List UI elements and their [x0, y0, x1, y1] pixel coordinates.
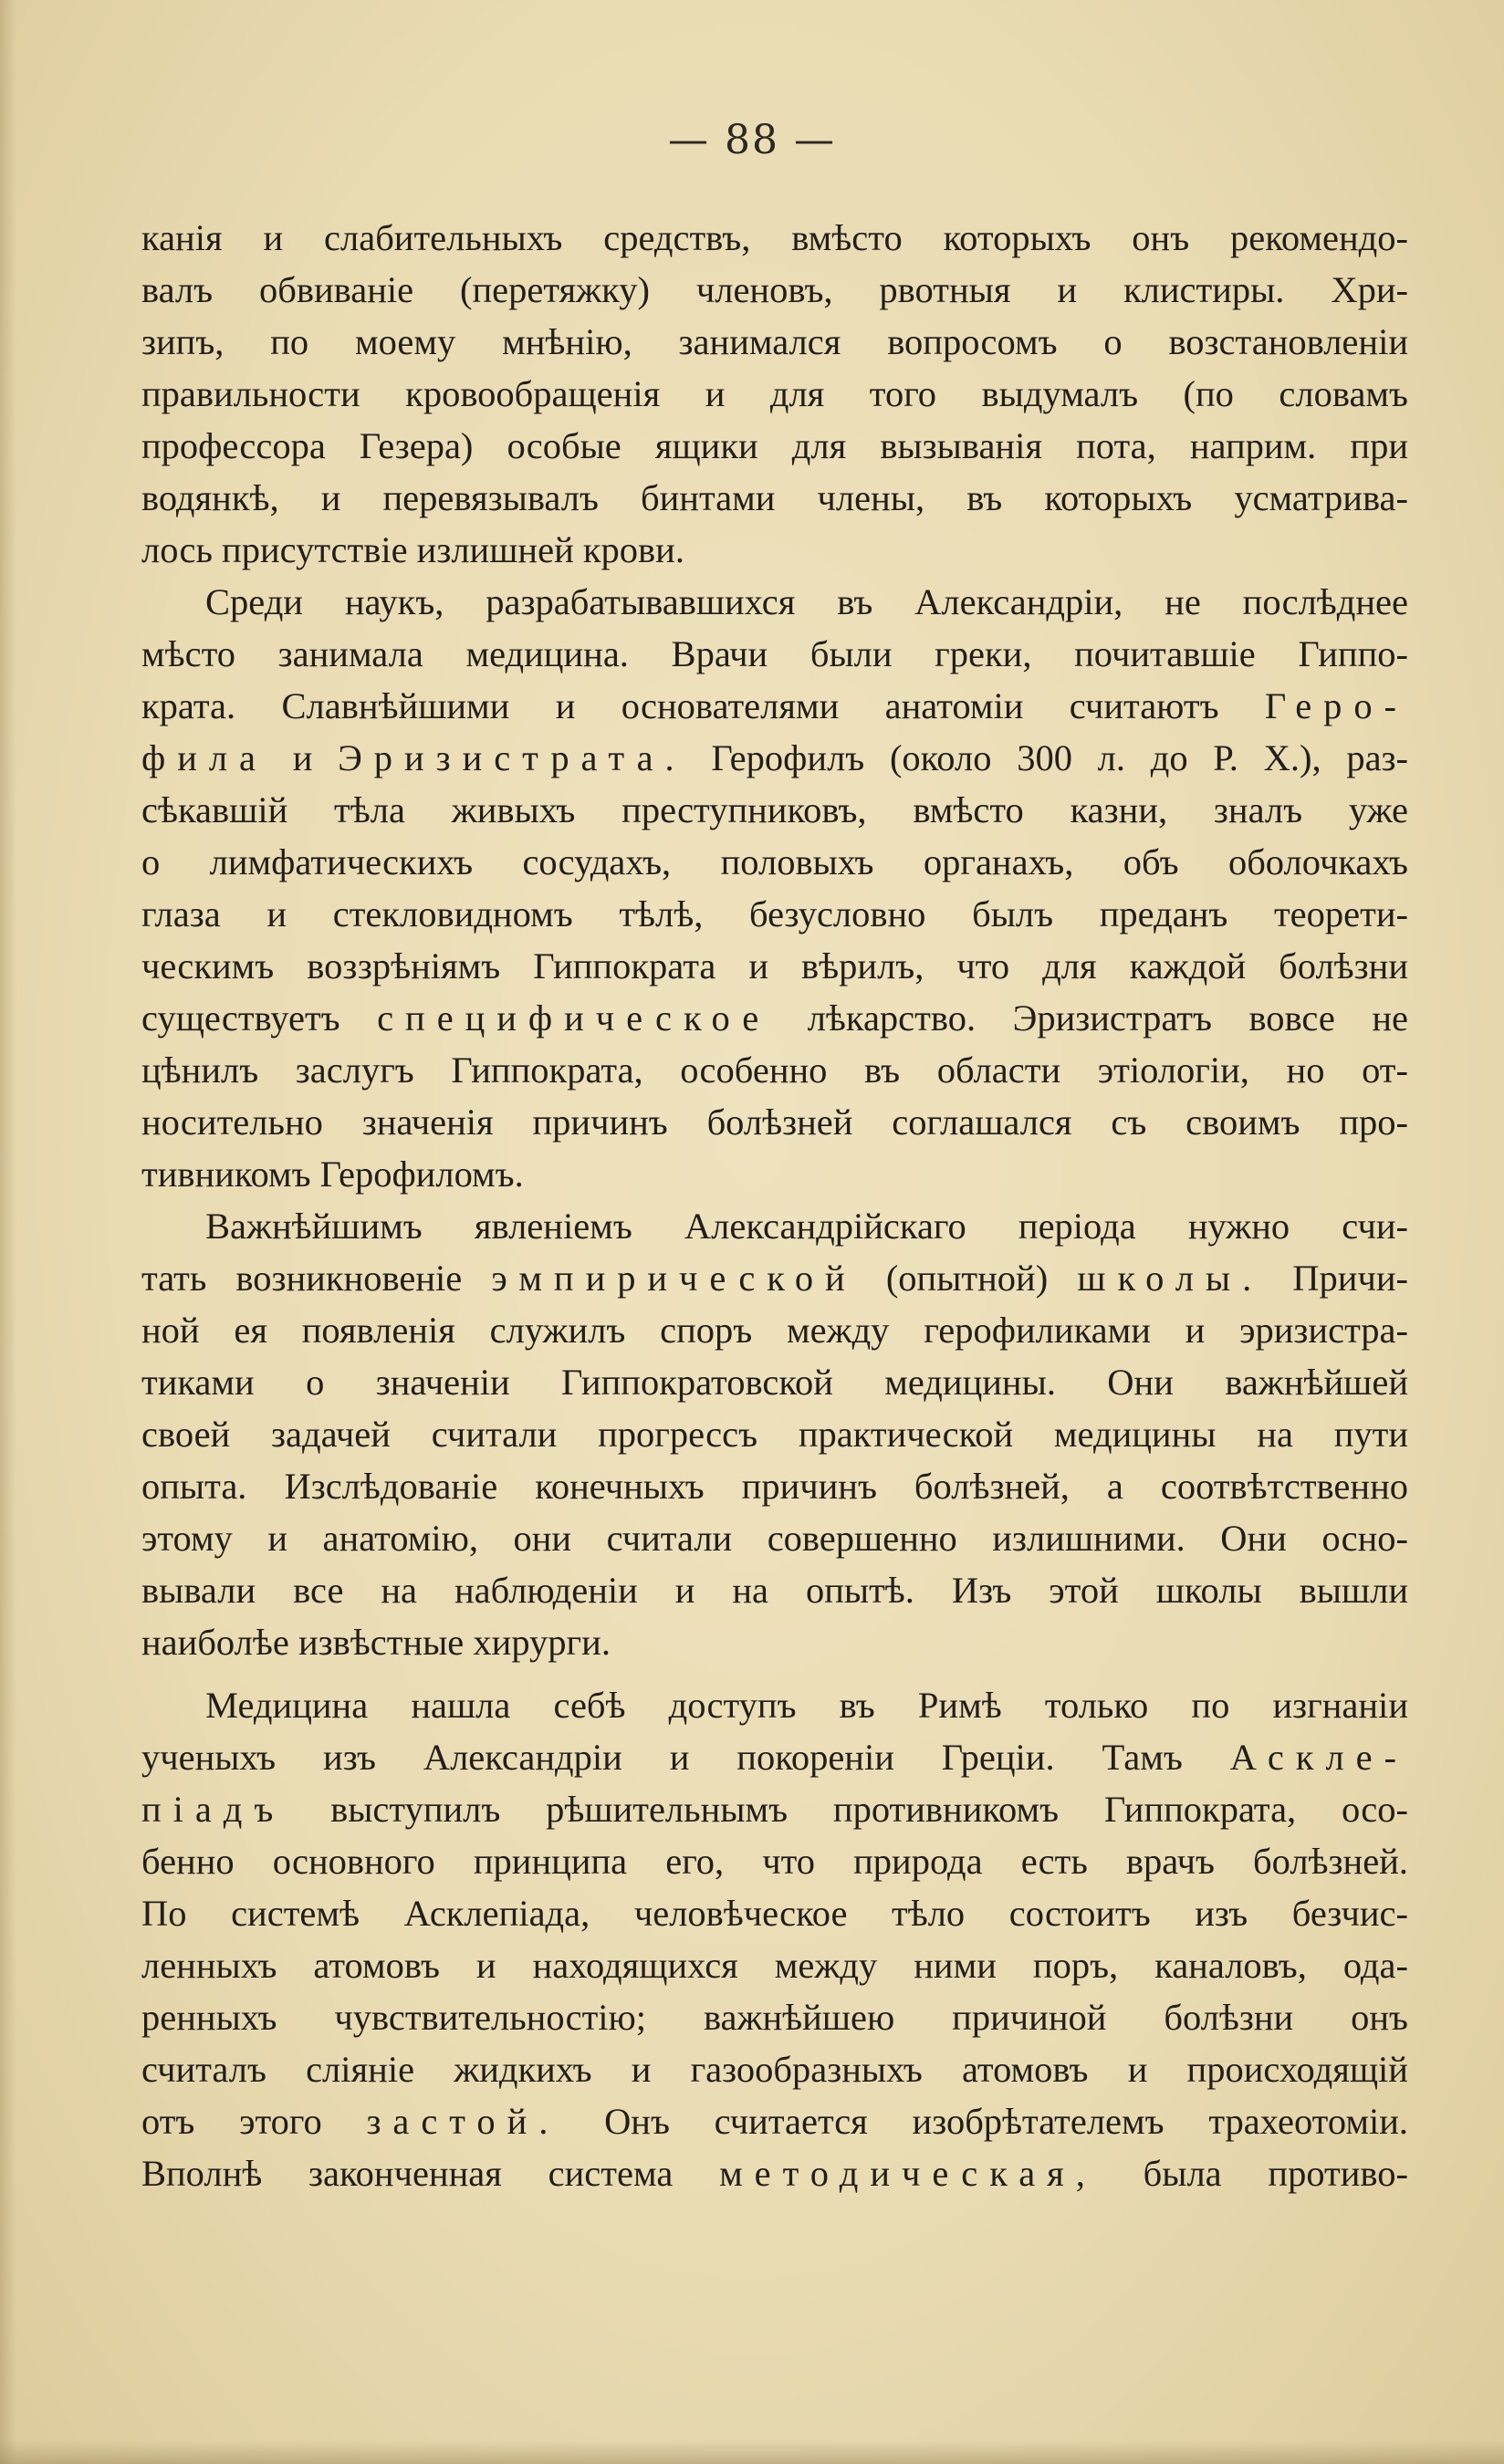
text-line: носительно значенія причинъ болѣзней соглашался съ своимъ про- [141, 1101, 1408, 1143]
text-line: мѣсто занимала медицина. Врачи были греки, почитавшіе Гиппо- [141, 633, 1408, 674]
spaced-name: Геро- [1264, 685, 1408, 726]
text-line [141, 680, 1408, 732]
text-line: о лимфатическихъ сосудахъ, половыхъ органахъ, объ оболочкахъ [141, 841, 1408, 882]
text-run: ученыхъ изъ Александріи и покореніи Греціи. Тамъ [141, 1737, 1183, 1778]
paragraph-gap [141, 1668, 1408, 1679]
text-line: лось присутствіе излишней крови. [141, 529, 684, 570]
text-line: ческимъ воззрѣніямъ Гиппократа и вѣрилъ, что для каждой болѣзни [141, 945, 1408, 987]
text-run: Онъ считается изобрѣтателемъ трахеотоміи. [604, 2101, 1408, 2142]
text-line: сѣкавшій тѣла живыхъ преступниковъ, вмѣсто казни, зналъ уже [141, 789, 1408, 830]
text-run: лѣкарство. Эризистратъ вовсе не [807, 997, 1408, 1039]
text-run: (опытной) [885, 1258, 1049, 1299]
text-line: По системѣ Асклепіада, человѣческое тѣло состоитъ изъ безчис- [141, 1893, 1408, 1934]
text-run: была противо- [1143, 2153, 1409, 2194]
text-line: профессора Гезера) особые ящики для вызыванія пота, наприм. при [141, 425, 1408, 466]
text-line: наиболѣе извѣстные хирурги. [141, 1622, 611, 1663]
text-line: ренныхъ чувствительностію; важнѣйшею причиной болѣзни онъ [141, 1997, 1408, 2038]
spaced-name: піадъ [141, 1789, 286, 1830]
spaced-name: фила [141, 737, 267, 778]
text-line: глаза и стекловидномъ тѣлѣ, безусловно былъ преданъ теорети- [141, 893, 1408, 934]
text-line: валъ обвиваніе (перетяжку) членовъ, рвотныя и клистиры. Хри- [141, 269, 1408, 310]
text-line [141, 992, 1408, 1044]
spaced-term: специфическое [377, 997, 771, 1039]
body-text [141, 212, 1408, 2199]
text-run: выступилъ рѣшительнымъ противникомъ Гиппократа, осо- [330, 1789, 1408, 1830]
text-line: Среди наукъ, разрабатывавшихся въ Александріи, не послѣднее [205, 581, 1408, 622]
text-line: опыта. Изслѣдованіе конечныхъ причинъ болѣзней, а соотвѣтственно [141, 1466, 1408, 1507]
text-line: Медицина нашла себѣ доступъ въ Римѣ только по изгнаніи [205, 1685, 1408, 1726]
text-line: ленныхъ атомовъ и находящихся между ними поръ, каналовъ, ода- [141, 1945, 1408, 1986]
text-line: правильности кровообращенія и для того выдумалъ (по словамъ [141, 373, 1408, 414]
spaced-name: Аскле- [1229, 1737, 1408, 1778]
spaced-term: школы. [1077, 1258, 1264, 1299]
text-line [141, 1731, 1408, 1783]
text-run: Причи- [1292, 1258, 1408, 1299]
text-run: Герофилъ (около 300 л. до Р. Х.), раз- [711, 737, 1409, 778]
text-line: бенно основного принципа его, что природа есть врачъ болѣзней. [141, 1841, 1408, 1882]
text-line: своей задачей считали прогрессъ практической медицины на пути [141, 1414, 1408, 1455]
text-line: тиками о значеніи Гиппократовской медицины. Они важнѣйшей [141, 1362, 1408, 1403]
page-shadow-bottom [0, 2440, 1504, 2464]
spaced-term: застой. [366, 2101, 560, 2142]
text-line: водянкѣ, и перевязывалъ бинтами члены, въ которыхъ усматрива- [141, 477, 1408, 518]
text-run: существуетъ [141, 997, 340, 1039]
page-number: — 88 — [668, 117, 836, 163]
text-line: считалъ сліяніе жидкихъ и газообразныхъ атомовъ и происходящій [141, 2049, 1408, 2090]
text-line [141, 2147, 1408, 2199]
spaced-name: Эризистрата. [338, 737, 686, 778]
text-run: Вполнѣ законченная система [141, 2153, 674, 2194]
text-line [141, 2095, 1408, 2147]
text-line: канія и слабительныхъ средствъ, вмѣсто которыхъ онъ рекомендо- [141, 217, 1408, 258]
page-shadow-left [0, 0, 16, 2464]
text-run: крата. Славнѣйшими и основателями анатоміи считаютъ [141, 685, 1219, 726]
spaced-term: методическая, [719, 2153, 1097, 2194]
text-line [141, 732, 1408, 784]
spaced-term: эмпирической [491, 1258, 857, 1299]
text-run: отъ этого [141, 2101, 322, 2142]
text-line: этому и анатомію, они считали совершенно излишними. Они осно- [141, 1518, 1408, 1559]
text-line [141, 1252, 1408, 1304]
text-line: вывали все на наблюденіи и на опытѣ. Изъ этой школы вышли [141, 1570, 1408, 1611]
text-run: тать возникновеніе [141, 1258, 463, 1299]
text-line: ной ея появленія служилъ споръ между герофиликами и эризистра- [141, 1310, 1408, 1351]
text-line: тивникомъ Герофиломъ. [141, 1154, 524, 1195]
text-line: зипъ, по моему мнѣнію, занимался вопросомъ о возстановленіи [141, 321, 1408, 362]
text-line: Важнѣйшимъ явленіемъ Александрійскаго періода нужно счи- [205, 1206, 1408, 1247]
text-line: цѣнилъ заслугъ Гиппократа, особенно въ области этіологіи, но от- [141, 1049, 1408, 1091]
text-line [141, 1783, 1408, 1835]
text-run: и [292, 737, 313, 778]
